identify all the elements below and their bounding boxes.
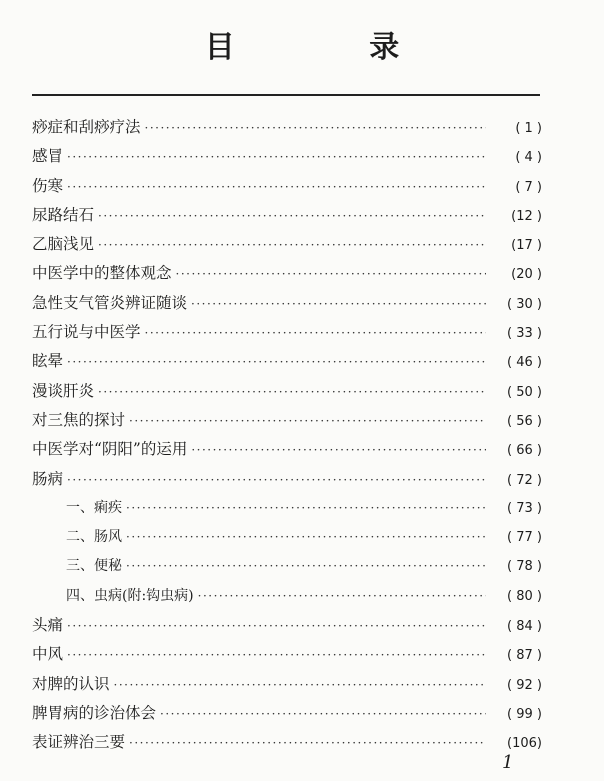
toc-entry-page: (106) [507,736,542,752]
dot-leader [67,143,486,172]
toc-entry[interactable] [32,728,542,757]
toc-entry-page: (20 ) [511,267,542,283]
toc-entry[interactable] [32,406,542,435]
toc-entry-page: ( 77 ) [507,530,542,546]
dot-leader [67,173,486,202]
toc-entry-title: 表证辨治三要 [32,733,126,752]
page-number: 1 [502,752,514,773]
toc-entry-page: ( 30 ) [507,296,542,312]
toc-entry[interactable] [32,142,542,171]
dot-leader [126,523,486,552]
toc-entry-page: ( 84 ) [507,619,542,635]
toc-entry-title: 感冒 [32,147,64,166]
dot-leader [129,407,486,436]
dot-leader [67,466,486,495]
table-of-contents [32,113,542,758]
toc-entry-page: ( 73 ) [507,500,542,516]
toc-entry-title: 伤寒 [32,176,64,195]
toc-entry-page: ( 56 ) [507,413,542,429]
toc-entry-title: 中风 [32,645,64,664]
dot-leader [160,700,486,729]
toc-entry-title: 中医学对“阴阳”的运用 [32,440,188,459]
toc-entry-title: 二、肠风 [66,529,122,546]
toc-entry-title: 三、便秘 [66,558,122,575]
dot-leader [67,348,486,377]
toc-entry-title: 脾胃病的诊治体会 [32,703,157,722]
dot-leader [126,494,486,523]
dot-leader [126,552,486,581]
toc-entry-page: ( 66 ) [507,443,542,459]
toc-entry-title: 对脾的认识 [32,674,110,693]
toc-entry-title: 四、虫病(附:钩虫病) [66,587,194,604]
toc-entry[interactable] [32,465,542,494]
toc-entry[interactable] [32,640,542,669]
toc-entry-page: ( 92 ) [507,677,542,693]
toc-entry[interactable] [32,611,542,640]
toc-entry-title: 眩晕 [32,352,64,371]
toc-entry[interactable] [32,435,542,464]
page-title: 目 录 [204,30,462,65]
toc-entry-page: ( 4 ) [515,150,542,166]
toc-entry-page: ( 78 ) [507,559,542,575]
toc-entry-page: ( 46 ) [507,355,542,371]
dot-leader [98,378,486,407]
toc-entry[interactable] [32,230,542,259]
dot-leader [176,260,486,289]
dot-leader [67,612,486,641]
toc-entry[interactable] [32,523,542,552]
toc-entry-page: ( 1 ) [515,121,542,136]
toc-entry-page: ( 7 ) [515,179,542,195]
toc-entry-page: (17 ) [511,238,542,254]
toc-entry-page: ( 33 ) [507,326,542,342]
toc-entry[interactable] [32,289,542,318]
toc-entry-title: 中医学中的整体观念 [32,264,172,283]
dot-leader [98,202,486,231]
toc-entry-page: ( 50 ) [507,384,542,400]
toc-entry[interactable] [32,201,542,230]
dot-leader [191,436,486,465]
toc-entry[interactable] [32,582,542,611]
toc-entry-title: 头痛 [32,616,64,635]
dot-leader [114,671,486,700]
toc-entry[interactable] [32,494,542,523]
dot-leader [145,114,486,143]
dot-leader [191,290,486,319]
toc-entry-title: 尿路结石 [32,205,95,224]
toc-entry-page: (12 ) [511,208,542,224]
toc-entry[interactable] [32,699,542,728]
toc-entry[interactable] [32,377,542,406]
toc-entry-page: ( 87 ) [507,648,542,664]
toc-entry-title: 肠病 [32,469,64,488]
toc-entry-page: ( 80 ) [507,588,542,604]
toc-entry-title: 五行说与中医学 [32,323,141,342]
toc-entry-title: 漫谈肝炎 [32,381,95,400]
dot-leader [98,231,486,260]
title-rule [32,94,540,96]
dot-leader [145,319,486,348]
toc-entry-title: 一、痢疾 [66,499,122,516]
toc-entry[interactable] [32,347,542,376]
toc-entry-page: ( 72 ) [507,472,542,488]
toc-entry-title: 乙脑浅见 [32,235,95,254]
toc-entry[interactable] [32,318,542,347]
toc-entry-page: ( 99 ) [507,706,542,722]
toc-entry-title: 痧症和刮痧疗法 [32,118,141,136]
toc-entry[interactable] [32,259,542,288]
toc-entry[interactable] [32,670,542,699]
dot-leader [129,729,486,758]
toc-entry-title: 对三焦的探讨 [32,410,126,429]
dot-leader [198,582,486,611]
toc-entry-title: 急性支气管炎辨证随谈 [32,293,188,312]
toc-entry[interactable] [32,172,542,201]
dot-leader [67,641,486,670]
toc-entry[interactable] [32,552,542,581]
toc-entry[interactable] [32,113,542,142]
